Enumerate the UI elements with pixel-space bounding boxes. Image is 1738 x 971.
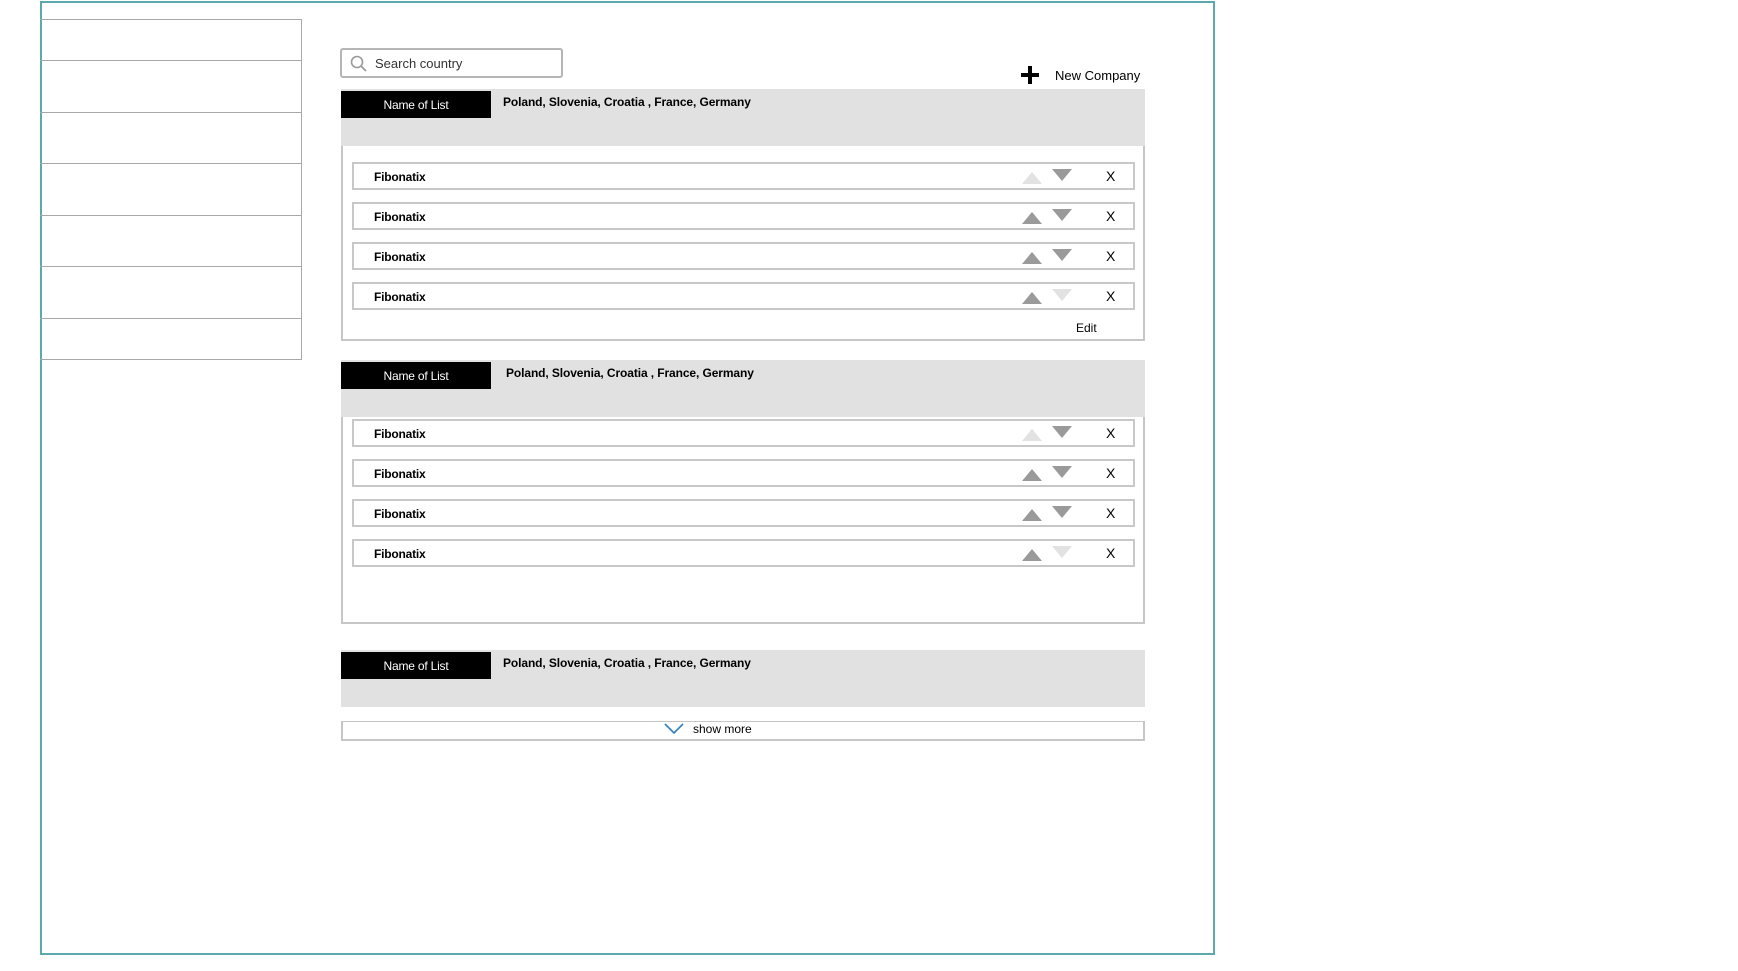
list-item: [352, 242, 1135, 270]
move-down-icon: [1052, 289, 1072, 301]
move-up-icon: [1022, 429, 1042, 441]
remove-button[interactable]: X: [1106, 208, 1116, 224]
company-name: Fibonatix: [374, 250, 426, 264]
show-more-bar: [341, 721, 1145, 741]
list-name-badge[interactable]: Name of List: [341, 362, 491, 389]
sidebar-item-6[interactable]: [40, 267, 301, 319]
remove-button[interactable]: X: [1106, 505, 1116, 521]
move-down-icon[interactable]: [1052, 169, 1072, 181]
list-panel: [341, 360, 1145, 624]
list-header: [341, 89, 1145, 146]
move-up-icon[interactable]: [1022, 292, 1042, 304]
move-down-icon[interactable]: [1052, 249, 1072, 261]
company-name: Fibonatix: [374, 507, 426, 521]
move-up-icon[interactable]: [1022, 469, 1042, 481]
search-input[interactable]: [375, 53, 555, 73]
list-panel: [341, 89, 1145, 341]
move-up-icon: [1022, 172, 1042, 184]
company-name: Fibonatix: [374, 427, 426, 441]
company-name: Fibonatix: [374, 467, 426, 481]
company-name: Fibonatix: [374, 547, 426, 561]
move-up-icon[interactable]: [1022, 549, 1042, 561]
search-box: [340, 48, 563, 78]
sidebar-item-2[interactable]: [40, 61, 301, 113]
list-item: [352, 459, 1135, 487]
remove-button[interactable]: X: [1106, 248, 1116, 264]
sidebar-item-1[interactable]: [40, 20, 301, 61]
remove-button[interactable]: X: [1106, 545, 1116, 561]
list-header: [341, 360, 1145, 417]
move-down-icon[interactable]: [1052, 466, 1072, 478]
remove-button[interactable]: X: [1106, 168, 1116, 184]
move-up-icon[interactable]: [1022, 212, 1042, 224]
move-down-icon[interactable]: [1052, 209, 1072, 221]
list-item: [352, 202, 1135, 230]
list-header: [341, 650, 1145, 707]
sidebar: [40, 19, 302, 360]
list-item: [352, 539, 1135, 567]
list-item: [352, 499, 1135, 527]
list-name-badge[interactable]: Name of List: [341, 652, 491, 679]
move-up-icon[interactable]: [1022, 252, 1042, 264]
move-down-icon: [1052, 546, 1072, 558]
company-name: Fibonatix: [374, 170, 426, 184]
list-body: [341, 146, 1145, 341]
move-down-icon[interactable]: [1052, 426, 1072, 438]
list-item: [352, 162, 1135, 190]
remove-button[interactable]: X: [1106, 425, 1116, 441]
move-up-icon[interactable]: [1022, 509, 1042, 521]
company-name: Fibonatix: [374, 210, 426, 224]
new-company-button[interactable]: [1019, 64, 1140, 86]
show-more-label: show more: [693, 722, 752, 736]
list-countries: Poland, Slovenia, Croatia , France, Germany: [503, 656, 751, 670]
list-item: [352, 419, 1135, 447]
plus-icon: [1019, 64, 1041, 86]
list-item: [352, 282, 1135, 310]
new-company-label: New Company: [1055, 67, 1141, 83]
list-countries: Poland, Slovenia, Croatia , France, Germany: [506, 366, 754, 380]
sidebar-item-3[interactable]: [40, 113, 301, 164]
list-countries: Poland, Slovenia, Croatia , France, Germany: [503, 95, 751, 109]
list-body: [341, 417, 1145, 624]
remove-button[interactable]: X: [1106, 465, 1116, 481]
edit-link[interactable]: Edit: [1076, 321, 1097, 335]
sidebar-item-4[interactable]: [40, 164, 301, 216]
sidebar-item-7[interactable]: [40, 319, 301, 359]
remove-button[interactable]: X: [1106, 288, 1116, 304]
sidebar-item-5[interactable]: [40, 216, 301, 267]
show-more-button[interactable]: [663, 722, 752, 736]
chevron-down-icon: [663, 722, 685, 736]
list-name-badge[interactable]: Name of List: [341, 91, 491, 118]
company-name: Fibonatix: [374, 290, 426, 304]
list-panel: [341, 650, 1145, 741]
move-down-icon[interactable]: [1052, 506, 1072, 518]
search-icon: [350, 55, 368, 73]
